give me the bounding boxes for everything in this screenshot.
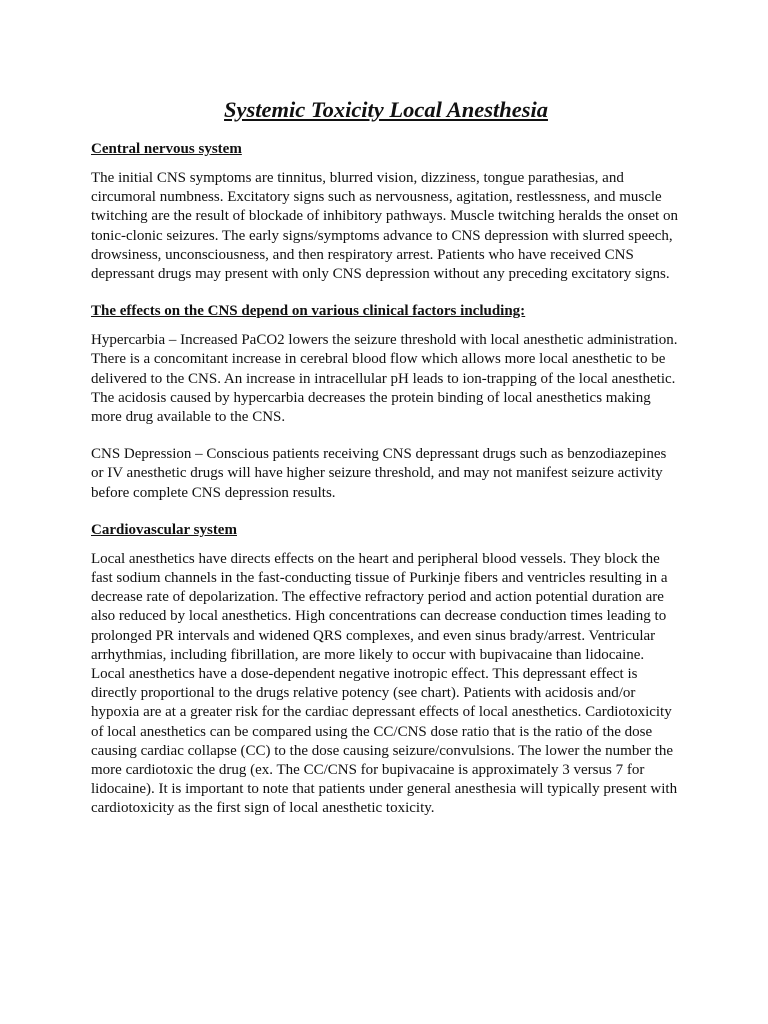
section-cns-clinical-factors <box>91 302 681 503</box>
section-cardiovascular-system <box>91 521 681 819</box>
paragraph-cardiovascular-effects: Local anesthetics have directs effects on the heart and peripheral blood vessels. They block the fast sodium channels in the fast-conducting tissue of Purkinje fibers and ventricles resulting in a decrease rate of depolarization. The effective refractory period and action potential duration are also reduced by local anesthetics. High concentrations can decrease conduction times leading to prolonged PR intervals and widened QRS complexes, and even sinus brady/arrest. Ventricular arrhythmias, including fibrillation, are more likely to occur with bupivacaine than lidocaine. Local anesthetics have a dose-dependent negative inotropic effect. This depressant effect is directly proportional to the drugs relative potency (see chart). Patients with acidosis and/or hypoxia are at a greater risk for the cardiac depressant effects of local anesthetics. Cardiotoxicity of local anesthetics can be compared using the CC/CNS dose ratio that is the ratio of the dose causing cardiac collapse (CC) to the dose causing seizure/convulsions. The lower the number the more cardiotoxic the drug (ex. The CC/CNS for bupivacaine is approximately 3 versus 7 for lidocaine). It is important to note that patients under general anesthesia will typically present with cardiotoxicity as the first sign of local anesthetic toxicity. <box>91 550 678 817</box>
document-page <box>91 96 681 837</box>
section-heading-cardiovascular: Cardiovascular system <box>91 521 237 538</box>
paragraph-cns-depression: CNS Depression – Conscious patients receiving CNS depressant drugs such as benzodiazepines or IV anesthetic drugs will have higher seizure threshold, and may not manifest seizure activity before complete CNS depression results. <box>91 446 667 501</box>
document-title: Systemic Toxicity Local Anesthesia <box>224 97 548 122</box>
paragraph-hypercarbia: Hypercarbia – Increased PaCO2 lowers the seizure threshold with local anesthetic administration. There is a concomitant increase in cerebral blood flow which allows more local anesthetic to be delivered to the CNS. An increase in intracellular pH leads to ion-trapping of the local anesthetic. The acidosis caused by hypercarbia decreases the protein binding of local anesthetics making more drug available to the CNS. <box>91 332 678 426</box>
section-heading-cns: Central nervous system <box>91 141 242 157</box>
section-heading-clinical-factors: The effects on the CNS depend on various clinical factors including: <box>91 303 526 320</box>
paragraph-cns-symptoms: The initial CNS symptoms are tinnitus, blurred vision, dizziness, tongue parathesias, and circumoral numbness. Excitatory signs such as nervousness, agitation, restlessness, and muscle twitching are the result of blockade of inhibitory pathways. Muscle twitching heralds the onset on tonic-clonic seizures. The early signs/symptoms advance to CNS depression with slurred speech, drowsiness, unconsciousness, and then respiratory arrest. Patients who have received CNS depressant drugs may present with only CNS depression without any preceding excitatory signs. <box>91 170 678 283</box>
section-central-nervous-system <box>91 140 681 284</box>
